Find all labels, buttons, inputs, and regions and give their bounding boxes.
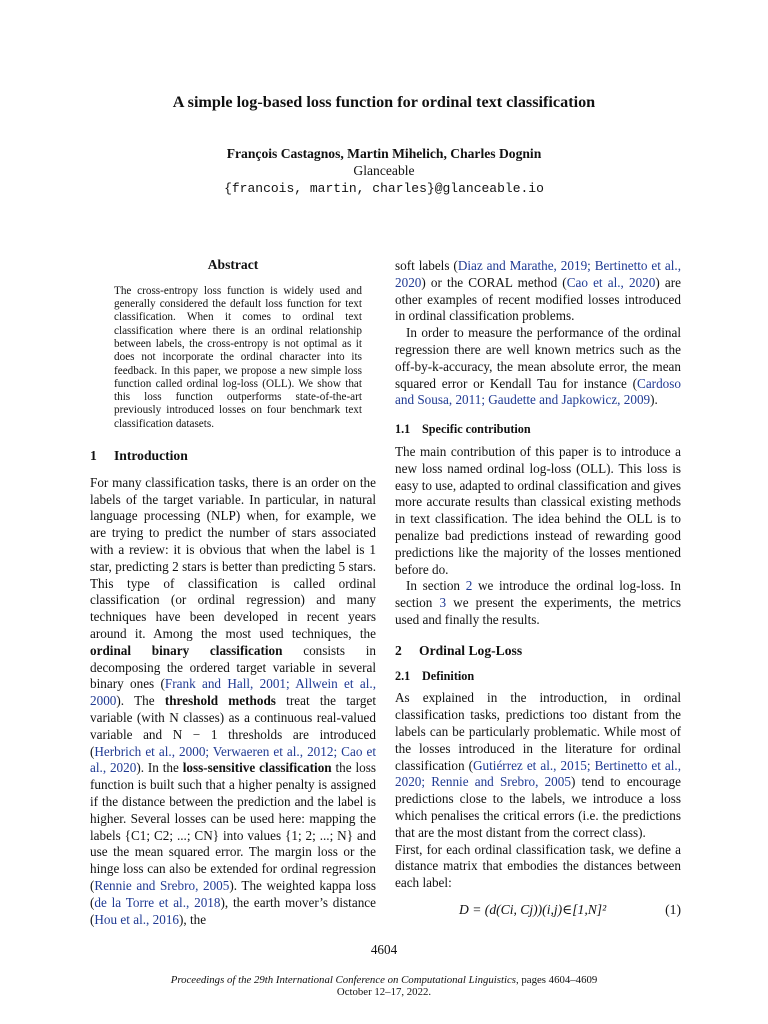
section-ref-link[interactable]: 2 <box>465 578 473 594</box>
subsection-title: Specific contribution <box>422 422 531 437</box>
text-run: ), the earth mover’s distance ( <box>90 894 377 927</box>
citation-link[interactable]: Diaz and Marathe, 2019; Bertinetto et al., 2020 <box>395 258 681 290</box>
proceedings-footer <box>0 974 768 998</box>
paragraph-metrics <box>395 325 681 409</box>
equation-number: (1) <box>665 901 681 917</box>
section-number: 1 <box>90 448 97 464</box>
text-run: the loss function is built such that a higher penalty is assigned if the distance between the prediction and the label is higher. Several losses can be used here: mapping the labels {C1; C2; ...; CN} into values {1; 2; ...; N} and use the mean squared error. The margin loss or the hinge loss can also be extended for ordinal regression ( <box>90 760 376 893</box>
text-run: soft labels ( <box>395 258 458 273</box>
paragraph-outline <box>395 578 681 628</box>
paragraph-distance-matrix: First, for each ordinal classification task, we define a distance matrix that embodies the distances between each label: <box>395 841 681 891</box>
abstract-body: The cross-entropy loss function is widely used and generally considered the default loss function for text classification. When it comes to ordinal text classification where there is an ordinal relationship between labels, the cross-entropy is not optimal as it does not incorporate the ordinal character into its feedback. In this paper, we propose a new simple loss function called ordinal log-loss (OLL). We show that this loss function outperforms state-of-the-art previously introduced losses on four benchmark text classification datasets. <box>114 284 362 430</box>
text-run: ) are other examples of recent modified losses introduced in ordinal classification problems. <box>395 274 682 324</box>
section-heading-ordinal-log-loss <box>395 643 681 660</box>
text-run: In order to measure the performance of the ordinal regression there are well known metrics such as the off-by-k-accuracy, the mean absolute error, the mean squared error or Kendall Tau for instance ( <box>395 325 681 391</box>
text-run: ). <box>650 392 658 408</box>
citation-link[interactable]: Gutiérrez et al., 2015; Bertinetto et al., 2020; Rennie and Srebro, 2005 <box>395 757 681 790</box>
proceedings-pages: , pages 4604–4609 <box>516 974 598 986</box>
text-run: ). The <box>116 693 165 709</box>
subsection-number: 2.1 <box>395 668 411 683</box>
equation-1 <box>395 902 681 924</box>
paper-title: A simple log-based loss function for ordinal text classification <box>172 93 596 111</box>
proceedings-title: Proceedings of the 29th International Conference on Computational Linguistics <box>170 974 516 986</box>
section-title: Ordinal Log-Loss <box>419 642 523 658</box>
section-number: 2 <box>395 642 402 658</box>
term-loss-sensitive-classification: loss-sensitive classification <box>182 760 332 776</box>
text-run: ) tend to encourage predictions close to the labels, we introduce a loss which penalises the critical errors (i.e. the predictions that are the most distant from the correct class). <box>395 774 681 840</box>
text-run: ). The weighted kappa loss ( <box>90 877 376 910</box>
text-run: we introduce the ordinal log-loss. In section <box>395 578 681 611</box>
paragraph-definition <box>395 690 681 841</box>
equation-body: D = (d(Ci, Cj))(i,j)∈[1,N]² <box>459 901 607 917</box>
subsection-heading-definition <box>395 668 681 685</box>
citation-link[interactable]: Herbrich et al., 2000; Verwaeren et al., 2012; Cao et al., 2020 <box>90 743 376 776</box>
citation-link[interactable]: Cardoso and Sousa, 2011; Gaudette and Japkowicz, 2009 <box>395 375 681 408</box>
left-column <box>90 257 376 928</box>
paragraph-soft-labels <box>395 258 681 325</box>
text-run: we present the experiments, the metrics used and finally the results. <box>395 595 681 627</box>
abstract-heading: Abstract <box>207 257 259 272</box>
introduction-paragraph <box>90 475 376 929</box>
text-run: consists in decomposing the ordered target variable in several binary ones ( <box>90 642 376 692</box>
term-threshold-methods: threshold methods <box>164 693 276 709</box>
paragraph-contribution: The main contribution of this paper is to introduce a new loss named ordinal log-loss (OLL). This loss is easy to use, adapted to ordinal classification and gives more accurate results than classical existing methods in text classification. The idea behind the OLL is to penalize bad predictions instead of rewarding good predictions like the majority of the losses mentioned before do. <box>395 443 682 577</box>
subsection-title: Definition <box>422 668 475 683</box>
subsection-heading-specific-contribution <box>395 421 681 438</box>
text-run: ), the <box>179 911 207 927</box>
section-heading-introduction <box>90 448 376 465</box>
author-list: François Castagnos, Martin Mihelich, Charles Dognin <box>226 146 542 161</box>
citation-link[interactable]: Cao et al., 2020 <box>566 274 656 290</box>
text-run: In section <box>406 578 466 594</box>
citation-link[interactable]: Frank and Hall, 2001; Allwein et al., 2000 <box>90 676 376 709</box>
author-emails: {francois, martin, charles}@glanceable.io <box>224 181 544 196</box>
term-ordinal-binary-classification: ordinal binary classification <box>90 642 283 658</box>
text-run: As explained in the introduction, in ordinal classification tasks, predictions too distant from the labels can be particularly problematic. While most of the losses introduced in the literature for ordinal classification ( <box>395 690 681 773</box>
subsection-number: 1.1 <box>395 422 411 437</box>
page-number: 4604 <box>370 942 398 957</box>
right-column <box>395 258 681 924</box>
text-run: For many classification tasks, there is an order on the labels of the target variable. In particular, in natural language processing (NLP) when, for example, we are trying to predict the number of stars associated with a review: it is obvious that when the label is 1 star, predicting 2 stars is better than predicting 5 stars. This type of classification is called ordinal classification (or ordinal regression) and many techniques have been developed in recent years around it. Among the most used techniques, the <box>90 474 376 642</box>
conference-dates: October 12–17, 2022. <box>336 986 432 998</box>
text-run: ). In the <box>136 760 183 776</box>
text-run: treat the target variable (with N classes) as a continuous real-valued variable and N − 1 thresholds are introduced ( <box>90 693 376 759</box>
citation-link[interactable]: Rennie and Srebro, 2005 <box>94 877 230 893</box>
text-run: ) or the CORAL method ( <box>421 274 567 290</box>
citation-link[interactable]: de la Torre et al., 2018 <box>94 894 221 910</box>
section-title: Introduction <box>114 448 188 464</box>
section-ref-link[interactable]: 3 <box>439 595 447 611</box>
affiliation: Glanceable <box>353 163 415 178</box>
citation-link[interactable]: Hou et al., 2016 <box>94 911 180 927</box>
